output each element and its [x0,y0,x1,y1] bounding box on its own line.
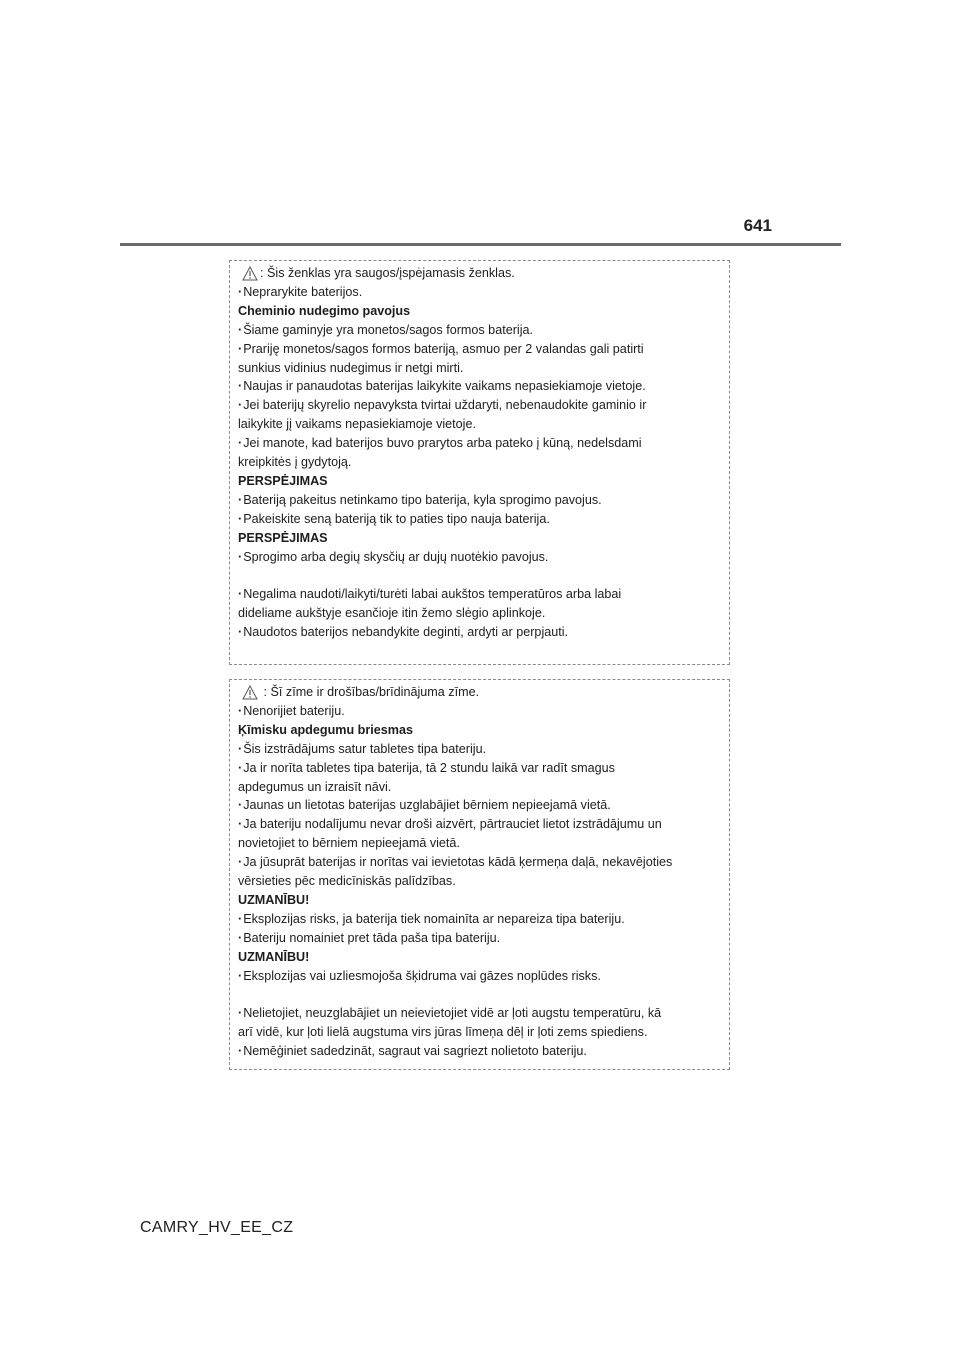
text-line: kreipkitės į gydytoją. [238,455,352,470]
text-line: · Nelietojiet, neuzglabājiet un neievietojiet vidē ar ļoti augstu temperatūru, kā [238,1004,721,1023]
page-number: 641 [743,216,772,235]
blank-line [238,567,721,586]
warning-title: : Šis ženklas yra saugos/įspėjamasis ženklas. [260,266,515,280]
text-line: · Jei manote, kad baterijos buvo prarytos arba pateko į kūną, nedelsdami [238,434,721,453]
warning-title-row [238,264,721,283]
text-line: · Jei baterijų skyrelio nepavyksta tvirtai uždaryti, nebenaudokite gaminio ir [238,396,721,415]
warning-title: : Šī zīme ir drošības/brīdinājuma zīme. [260,685,480,699]
text-line: · Bateriją pakeitus netinkamo tipo baterija, kyla sprogimo pavojus. [238,491,721,510]
text-line: apdegumus un izraisīt nāvi. [238,779,392,794]
text-line: · Neprarykite baterijos. [238,283,721,302]
warning-box-lithuanian [229,260,730,665]
text-line: · Šis izstrādājums satur tabletes tipa bateriju. [238,740,721,759]
section-heading: UZMANĪBU! [238,949,310,964]
text-line: · Naudotos baterijos nebandykite deginti, ardyti ar perpjauti. [238,623,721,642]
warning-box-latvian [229,679,730,1070]
text-line: novietojiet to bērniem nepieejamā vietā. [238,836,460,851]
text-line: · Bateriju nomainiet pret tāda paša tipa bateriju. [238,929,721,948]
text-line: laikykite jį vaikams nepasiekiamoje vietoje. [238,417,476,432]
text-line: · Naujas ir panaudotas baterijas laikykite vaikams nepasiekiamoje vietoje. [238,377,721,396]
text-line: arī vidē, kur ļoti lielā augstuma virs jūras līmeņa dēļ ir ļoti zems spiediens. [238,1025,648,1040]
section-heading: PERSPĖJIMAS [238,473,328,488]
text-line: dideliame aukštyje esančioje itin žemo slėgio aplinkoje. [238,606,546,621]
text-line: · Ja bateriju nodalījumu nevar droši aizvērt, pārtrauciet lietot izstrādājumu un [238,815,721,834]
text-line: sunkius vidinius nudegimus ir netgi mirti. [238,360,464,375]
text-line: · Prariję monetos/sagos formos bateriją, asmuo per 2 valandas gali patirti [238,340,721,359]
text-line: · Šiame gaminyje yra monetos/sagos formos baterija. [238,321,721,340]
section-heading: Cheminio nudegimo pavojus [238,303,411,318]
warning-title-row [238,683,721,702]
blank-line [238,986,721,1005]
section-heading: PERSPĖJIMAS [238,530,328,545]
text-line: · Negalima naudoti/laikyti/turėti labai aukštos temperatūros arba labai [238,585,721,604]
text-line: · Ja ir norīta tabletes tipa baterija, tā 2 stundu laikā var radīt smagus [238,759,721,778]
header-rule [120,243,841,246]
text-line: · Sprogimo arba degių skysčių ar dujų nuotėkio pavojus. [238,548,721,567]
text-line: · Nemēģiniet sadedzināt, sagraut vai sagriezt nolietoto bateriju. [238,1042,721,1061]
warning-triangle-icon [242,685,258,700]
text-line: · Nenorijiet bateriju. [238,702,721,721]
warning-triangle-icon [242,266,258,281]
section-heading: UZMANĪBU! [238,892,310,907]
text-line: · Eksplozijas risks, ja baterija tiek nomainīta ar nepareiza tipa bateriju. [238,910,721,929]
section-heading: Ķīmisku apdegumu briesmas [238,722,413,737]
text-line: · Eksplozijas vai uzliesmojoša šķidruma vai gāzes noplūdes risks. [238,967,721,986]
text-line: · Pakeiskite seną bateriją tik to paties tipo nauja baterija. [238,510,721,529]
text-line: vērsieties pēc medicīniskās palīdzības. [238,874,456,889]
text-line: · Jaunas un lietotas baterijas uzglabājiet bērniem nepieejamā vietā. [238,796,721,815]
text-line: · Ja jūsuprāt baterijas ir norītas vai ievietotas kādā ķermeņa daļā, nekavējoties [238,853,721,872]
document-code: CAMRY_HV_EE_CZ [140,1219,294,1236]
